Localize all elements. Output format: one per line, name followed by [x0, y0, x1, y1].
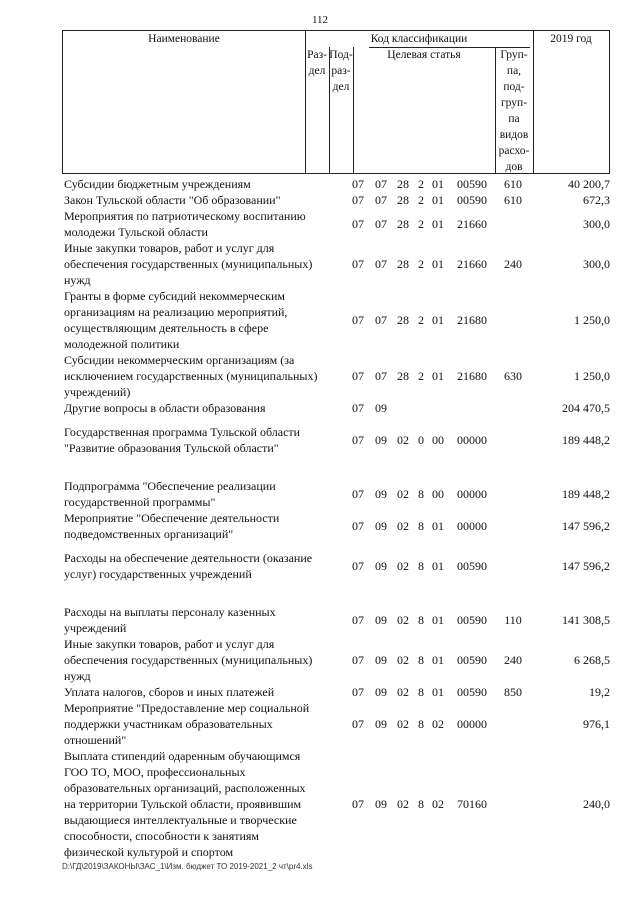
- target-part-3-cell: 02: [432, 716, 444, 731]
- row-name-line: Мероприятие "Предоставление мер социальной: [64, 701, 310, 715]
- table-row: [64, 542, 610, 590]
- row-name-line: осуществляющим деятельность в сфере: [64, 321, 269, 335]
- amount-cell: 204 470,5: [562, 400, 610, 415]
- razdel-cell: 07: [352, 684, 364, 699]
- amount-cell: 189 448,2: [562, 432, 610, 447]
- row-name-line: обеспечения государственных (муниципальных): [64, 257, 313, 271]
- row-name-line: государственной программы": [64, 495, 216, 509]
- amount-cell: 147 596,2: [562, 558, 610, 573]
- podrazdel-cell: 09: [375, 400, 387, 415]
- row-name-line: поддержки участникам образовательных: [64, 717, 273, 731]
- group-cell: 630: [504, 368, 522, 383]
- target-part-1-cell: 28: [397, 368, 409, 383]
- header-razdel: [305, 47, 329, 79]
- target-part-3-cell: 01: [432, 216, 444, 231]
- razdel-cell: 07: [352, 176, 364, 191]
- row-name-line: образовательных организаций, расположенных: [64, 781, 306, 795]
- row-name-line: Иные закупки товаров, работ и услуг для: [64, 241, 275, 255]
- podrazdel-cell: 09: [375, 432, 387, 447]
- target-part-2-cell: 2: [418, 368, 424, 383]
- row-name-line: организациям на реализацию мероприятий,: [64, 305, 288, 319]
- row-name: [64, 604, 348, 636]
- target-part-4-cell: 21660: [457, 256, 487, 271]
- row-name-line: на территории Тульской области, проявившим: [64, 797, 302, 811]
- target-part-4-cell: 21680: [457, 312, 487, 327]
- row-name-line: физической культурой и спортом: [64, 845, 234, 859]
- target-part-1-cell: 02: [397, 612, 409, 627]
- header-code: Код классификации: [370, 33, 468, 45]
- row-name-line: Мероприятие "Обеспечение деятельности: [64, 511, 280, 525]
- table-row: [64, 400, 610, 416]
- row-name-line: Закон Тульской области "Об образовании": [64, 193, 281, 207]
- target-part-4-cell: 00590: [457, 684, 487, 699]
- page-number: 112: [311, 14, 329, 26]
- target-part-2-cell: 8: [418, 518, 424, 533]
- row-name-line: молодежной политики: [64, 337, 180, 351]
- podrazdel-cell: 07: [375, 192, 387, 207]
- target-part-4-cell: 00590: [457, 652, 487, 667]
- amount-cell: 141 308,5: [562, 612, 610, 627]
- row-name: [64, 240, 348, 288]
- target-part-1-cell: 28: [397, 256, 409, 271]
- target-part-4-cell: 00590: [457, 176, 487, 191]
- target-part-3-cell: 01: [432, 176, 444, 191]
- target-part-1-cell: 02: [397, 796, 409, 811]
- row-name: [64, 748, 348, 860]
- target-part-2-cell: 2: [418, 216, 424, 231]
- target-part-1-cell: 02: [397, 684, 409, 699]
- table-row: [64, 288, 610, 352]
- target-part-1-cell: 28: [397, 176, 409, 191]
- target-part-1-cell: 02: [397, 432, 409, 447]
- target-part-3-cell: 01: [432, 256, 444, 271]
- file-path-footer: D:\ГД\2019\ЗАКОНЫ\ЗАС_1\Изм. бюджет ТО 2019-2021_2 чт\pr4.xls: [62, 862, 313, 871]
- table-row: [64, 684, 610, 700]
- target-part-4-cell: 00590: [457, 192, 487, 207]
- table-row: [64, 478, 610, 510]
- target-part-2-cell: 8: [418, 652, 424, 667]
- row-name-line: Выплата стипендий одаренным обучающимся: [64, 749, 301, 763]
- podrazdel-cell: 09: [375, 486, 387, 501]
- row-name: [64, 478, 348, 510]
- razdel-cell: 07: [352, 400, 364, 415]
- razdel-cell: 07: [352, 796, 364, 811]
- target-part-2-cell: 8: [418, 684, 424, 699]
- row-name: [64, 550, 348, 582]
- row-name-line: нужд: [64, 273, 91, 287]
- target-part-2-cell: 8: [418, 612, 424, 627]
- header-podrazdel: [329, 47, 353, 95]
- razdel-cell: 07: [352, 716, 364, 731]
- podrazdel-cell: 09: [375, 716, 387, 731]
- target-part-1-cell: 28: [397, 192, 409, 207]
- target-part-1-cell: 02: [397, 558, 409, 573]
- row-name: [64, 176, 348, 192]
- target-part-3-cell: 01: [432, 612, 444, 627]
- row-name-line: подведомственных организаций": [64, 527, 234, 541]
- razdel-cell: 07: [352, 486, 364, 501]
- podrazdel-cell: 07: [375, 368, 387, 383]
- row-name-line: Другие вопросы в области образования: [64, 401, 266, 415]
- header-group-line: па,: [506, 65, 522, 77]
- row-name-line: исключением государственных (муниципальных): [64, 369, 318, 383]
- row-name: [64, 636, 348, 684]
- amount-cell: 240,0: [583, 796, 610, 811]
- group-cell: 610: [504, 192, 522, 207]
- row-name-line: Государственная программа Тульской области: [64, 425, 301, 439]
- header-name: Наименование: [148, 33, 220, 45]
- podrazdel-cell: 09: [375, 612, 387, 627]
- row-name-line: Субсидии бюджетным учреждениям: [64, 177, 251, 191]
- target-part-3-cell: 01: [432, 368, 444, 383]
- row-name: [64, 288, 348, 352]
- row-name-line: отношений": [64, 733, 127, 747]
- podrazdel-cell: 09: [375, 796, 387, 811]
- podrazdel-cell: 09: [375, 518, 387, 533]
- razdel-cell: 07: [352, 432, 364, 447]
- header-podrazdel-line: Под-: [329, 49, 353, 61]
- table-body: [64, 176, 610, 860]
- podrazdel-cell: 09: [375, 684, 387, 699]
- row-name-line: Расходы на выплаты персоналу казенных: [64, 605, 276, 619]
- group-cell: 240: [504, 256, 522, 271]
- row-name: [64, 208, 348, 240]
- target-part-2-cell: 2: [418, 192, 424, 207]
- row-name-line: Уплата налогов, сборов и иных платежей: [64, 685, 275, 699]
- target-part-1-cell: 02: [397, 652, 409, 667]
- amount-cell: 189 448,2: [562, 486, 610, 501]
- table-row: [64, 352, 610, 400]
- table-row: [64, 604, 610, 636]
- row-name-line: молодежи Тульской области: [64, 225, 208, 239]
- target-part-1-cell: 02: [397, 518, 409, 533]
- razdel-cell: 07: [352, 612, 364, 627]
- row-name: [64, 510, 348, 542]
- row-name-line: нужд: [64, 669, 91, 683]
- podrazdel-cell: 09: [375, 652, 387, 667]
- podrazdel-cell: 07: [375, 176, 387, 191]
- target-part-4-cell: 00000: [457, 432, 487, 447]
- target-part-3-cell: 01: [432, 192, 444, 207]
- row-name-line: выдающиеся интеллектуальные и творческие: [64, 813, 297, 827]
- table-row: [64, 192, 610, 208]
- target-part-1-cell: 28: [397, 312, 409, 327]
- target-part-1-cell: 02: [397, 486, 409, 501]
- target-part-2-cell: 8: [418, 796, 424, 811]
- target-part-3-cell: 02: [432, 796, 444, 811]
- podrazdel-cell: 07: [375, 256, 387, 271]
- amount-cell: 1 250,0: [574, 312, 610, 327]
- target-part-3-cell: 00: [432, 432, 444, 447]
- row-name-line: ГОО ТО, МОО, профессиональных: [64, 765, 246, 779]
- header-group-line: Груп-: [500, 49, 528, 61]
- table-row: [64, 510, 610, 542]
- razdel-cell: 07: [352, 558, 364, 573]
- table-row: [64, 240, 610, 288]
- header-group-line: дов: [505, 161, 523, 173]
- header-group-line: видов: [499, 129, 529, 141]
- razdel-cell: 07: [352, 192, 364, 207]
- table-row: [64, 176, 610, 192]
- row-name: [64, 684, 348, 700]
- row-name: [64, 400, 348, 416]
- divider: [353, 47, 354, 173]
- target-part-3-cell: 00: [432, 486, 444, 501]
- row-name-line: учреждений: [64, 621, 127, 635]
- target-part-4-cell: 21680: [457, 368, 487, 383]
- amount-cell: 40 200,7: [568, 176, 610, 191]
- header-podrazdel-line: раз-: [331, 65, 351, 77]
- target-part-4-cell: 00590: [457, 612, 487, 627]
- amount-cell: 672,3: [583, 192, 610, 207]
- razdel-cell: 07: [352, 216, 364, 231]
- target-part-2-cell: 8: [418, 486, 424, 501]
- amount-cell: 976,1: [583, 716, 610, 731]
- target-part-4-cell: 70160: [457, 796, 487, 811]
- row-name: [64, 700, 348, 748]
- target-part-3-cell: 01: [432, 312, 444, 327]
- group-cell: 110: [504, 612, 522, 627]
- table-row: [64, 416, 610, 464]
- header-razdel-line: Раз-: [307, 49, 327, 61]
- header-razdel-line: дел: [308, 65, 326, 77]
- target-part-3-cell: 01: [432, 684, 444, 699]
- header-target: Целевая статья: [387, 49, 461, 61]
- amount-cell: 300,0: [583, 216, 610, 231]
- amount-cell: 19,2: [589, 684, 610, 699]
- target-part-2-cell: 8: [418, 716, 424, 731]
- divider: [533, 31, 534, 173]
- row-name: [64, 352, 348, 400]
- amount-cell: 1 250,0: [574, 368, 610, 383]
- podrazdel-cell: 07: [375, 312, 387, 327]
- header-group-line: па: [508, 113, 520, 125]
- razdel-cell: 07: [352, 368, 364, 383]
- row-name-line: Расходы на обеспечение деятельности (оказание: [64, 551, 313, 565]
- target-part-1-cell: 02: [397, 716, 409, 731]
- table-header: [62, 30, 610, 174]
- target-part-2-cell: 2: [418, 256, 424, 271]
- target-part-2-cell: 8: [418, 558, 424, 573]
- row-name-line: Мероприятия по патриотическому воспитанию: [64, 209, 306, 223]
- podrazdel-cell: 09: [375, 558, 387, 573]
- razdel-cell: 07: [352, 652, 364, 667]
- target-part-1-cell: 28: [397, 216, 409, 231]
- target-part-3-cell: 01: [432, 558, 444, 573]
- target-part-2-cell: 2: [418, 312, 424, 327]
- header-podrazdel-line: дел: [332, 81, 350, 93]
- amount-cell: 147 596,2: [562, 518, 610, 533]
- row-name-line: Иные закупки товаров, работ и услуг для: [64, 637, 275, 651]
- target-part-3-cell: 01: [432, 518, 444, 533]
- target-part-2-cell: 0: [418, 432, 424, 447]
- target-part-3-cell: 01: [432, 652, 444, 667]
- razdel-cell: 07: [352, 518, 364, 533]
- row-name-line: "Развитие образования Тульской области": [64, 441, 279, 455]
- target-part-4-cell: 00000: [457, 716, 487, 731]
- razdel-cell: 07: [352, 312, 364, 327]
- header-group-line: под-: [503, 81, 525, 93]
- target-part-4-cell: 00590: [457, 558, 487, 573]
- amount-cell: 6 268,5: [574, 652, 610, 667]
- group-cell: 850: [504, 684, 522, 699]
- header-group: [495, 47, 533, 175]
- row-name-line: услуг) государственных учреждений: [64, 567, 252, 581]
- header-group-line: расхо-: [498, 145, 530, 157]
- row-name: [64, 424, 348, 456]
- group-cell: 240: [504, 652, 522, 667]
- table-row: [64, 700, 610, 748]
- target-part-4-cell: 00000: [457, 518, 487, 533]
- header-group-line: груп-: [500, 97, 528, 109]
- row-name-line: Подпрограмма "Обеспечение реализации: [64, 479, 276, 493]
- table-row: [64, 208, 610, 240]
- razdel-cell: 07: [352, 256, 364, 271]
- target-part-2-cell: 2: [418, 176, 424, 191]
- row-name: [64, 192, 348, 208]
- row-name-line: Гранты в форме субсидий некоммерческим: [64, 289, 286, 303]
- row-name-line: Субсидии некоммерческим организациям (за: [64, 353, 295, 367]
- row-name-line: способности, способности к занятиям: [64, 829, 259, 843]
- target-part-4-cell: 00000: [457, 486, 487, 501]
- row-name-line: учреждений): [64, 385, 131, 399]
- table-row: [64, 748, 610, 860]
- target-part-4-cell: 21660: [457, 216, 487, 231]
- table-row: [64, 636, 610, 684]
- group-cell: 610: [504, 176, 522, 191]
- row-name-line: обеспечения государственных (муниципальных): [64, 653, 313, 667]
- podrazdel-cell: 07: [375, 216, 387, 231]
- amount-cell: 300,0: [583, 256, 610, 271]
- header-year: 2019 год: [550, 33, 592, 45]
